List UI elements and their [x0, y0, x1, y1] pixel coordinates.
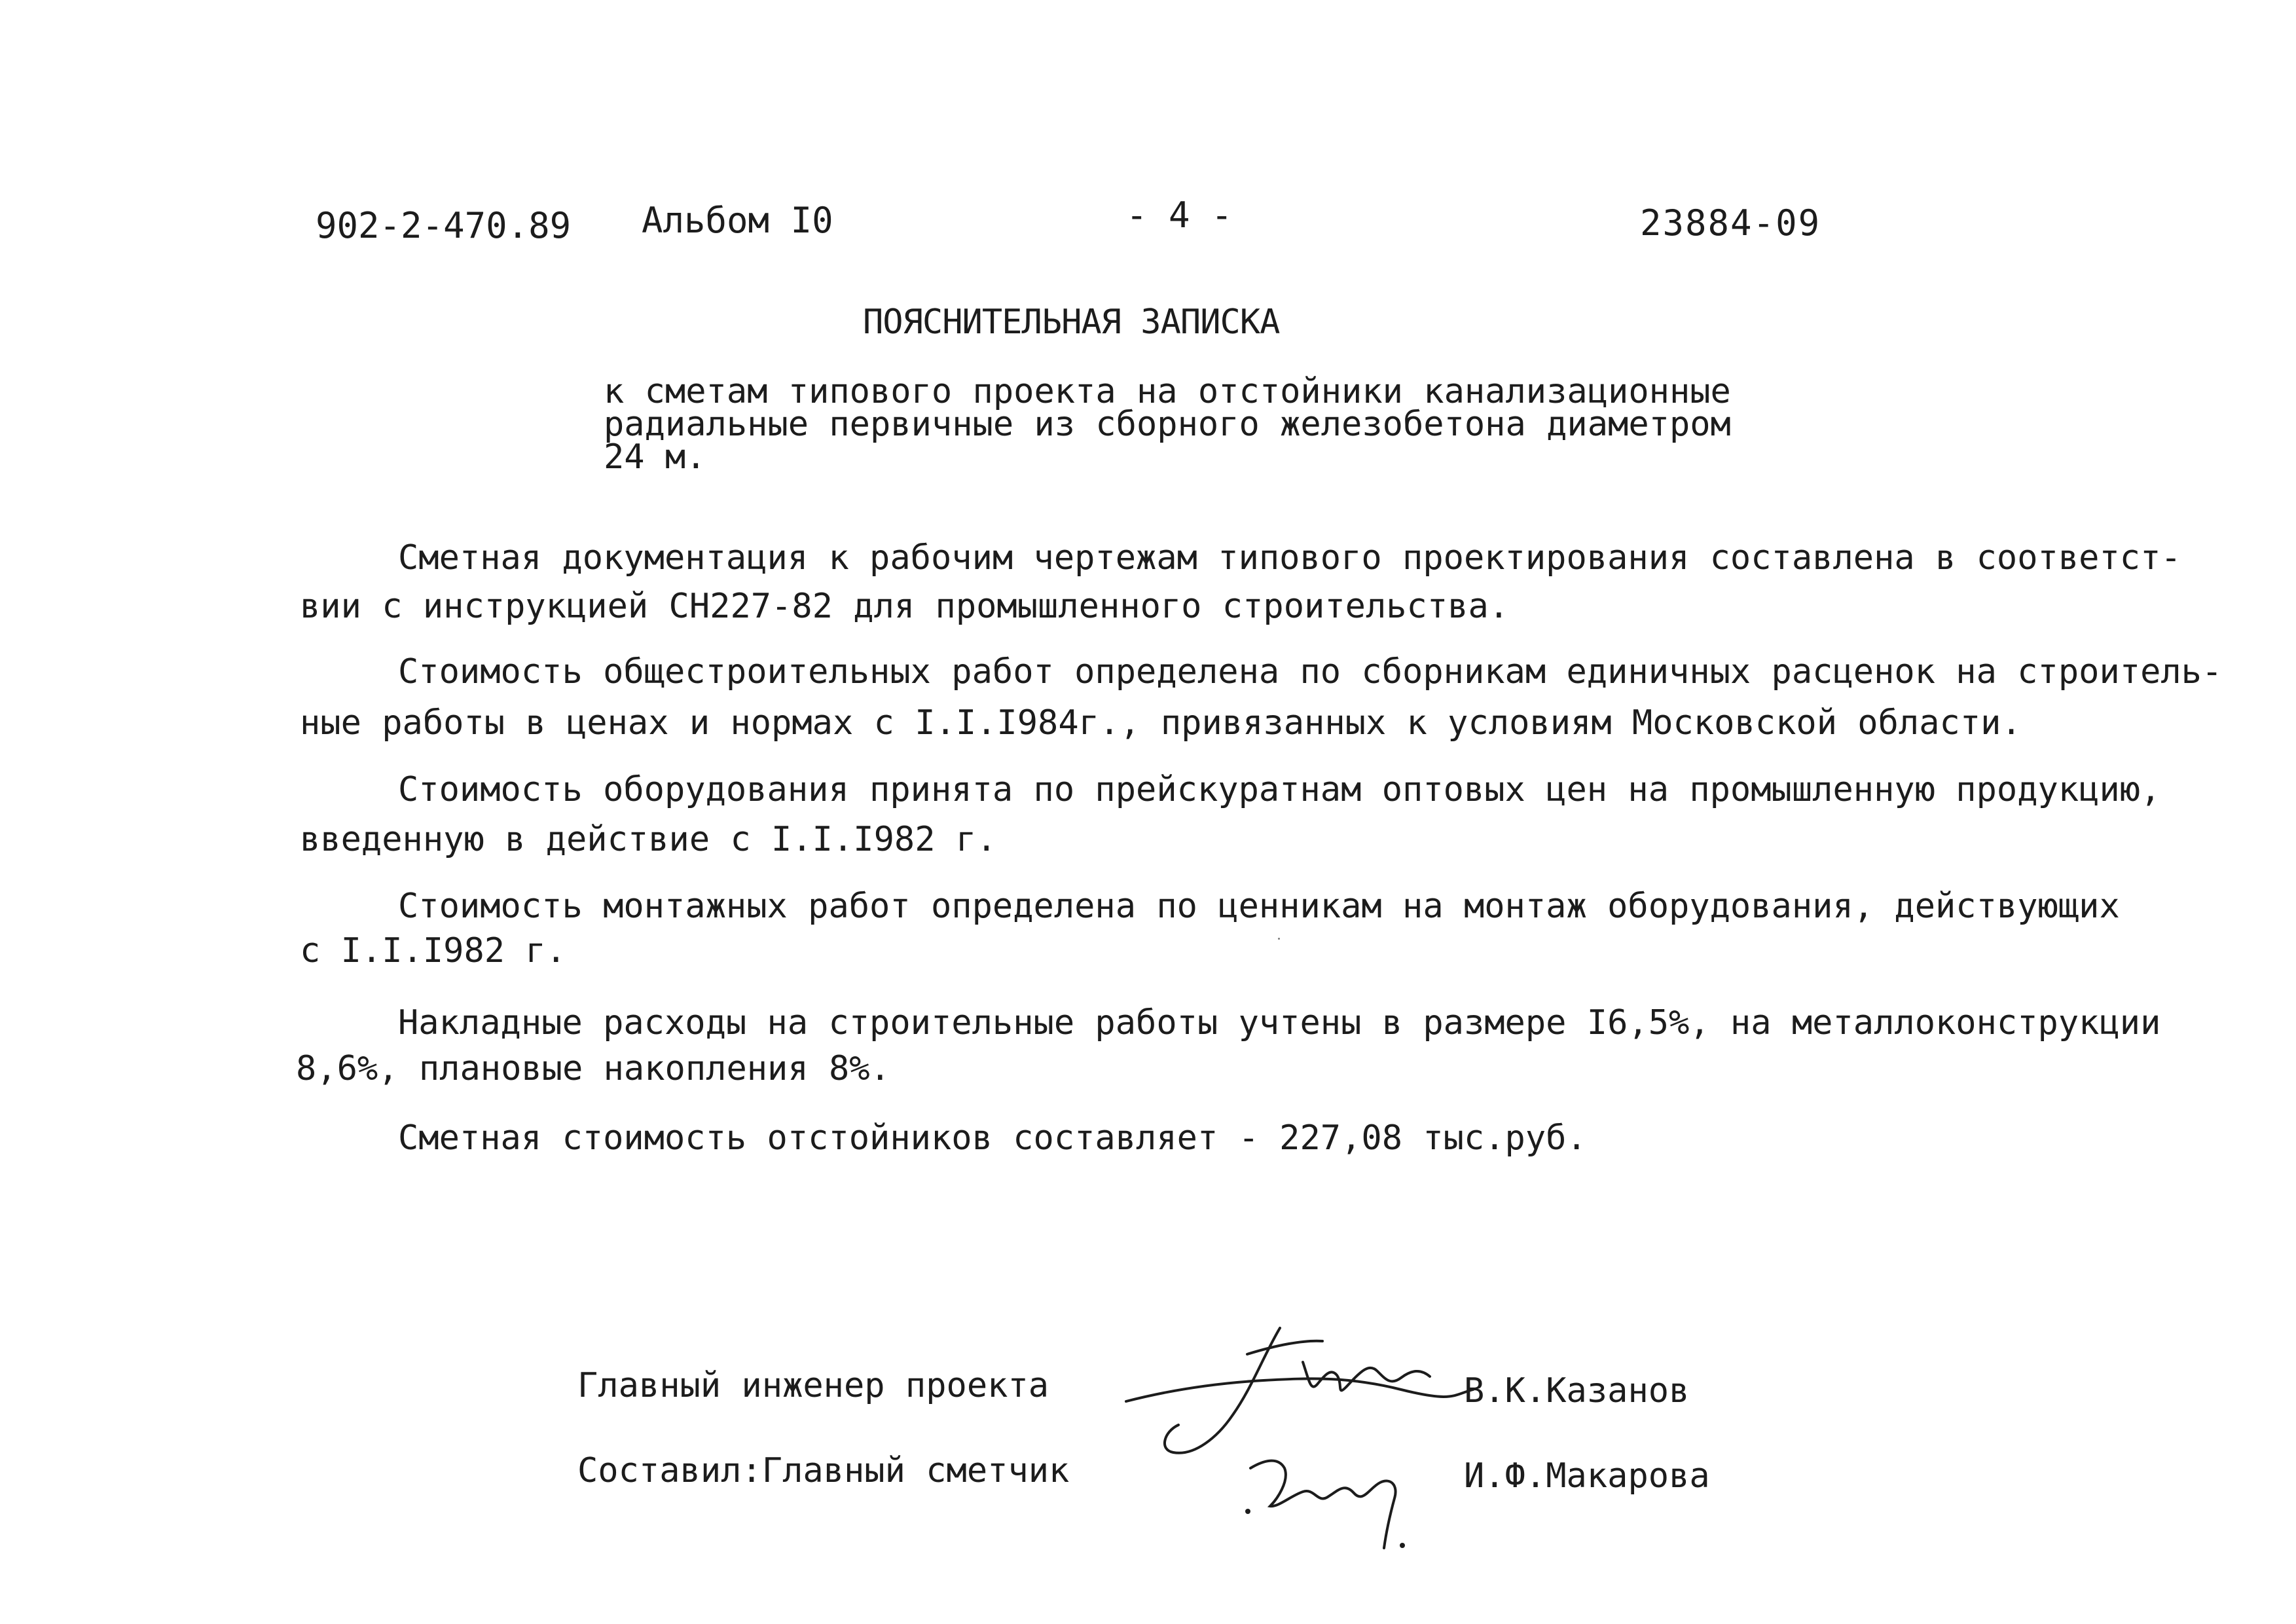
document-title: ПОЯСНИТЕЛЬНАЯ ЗАПИСКА [863, 303, 1280, 342]
subtitle-line-1: к сметам типового проекта на отстойники канализационные [604, 372, 1731, 411]
scan-dot [1278, 938, 1280, 940]
handwritten-signature-estimator [1224, 1428, 1440, 1565]
paragraph-4-line-1: Стоимость монтажных работ определена по ценникам на монтаж оборудования, действующих [398, 887, 2120, 926]
signature-role-chief-engineer: Главный инженер проекта [577, 1366, 1049, 1405]
paragraph-3-line-2: введенную в действие с I.I.I982 г. [300, 820, 997, 859]
paragraph-1-line-1: Сметная документация к рабочим чертежам типового проектирования составлена в соответст- [398, 538, 2181, 578]
signature-role-estimator: Составил:Главный сметчик [577, 1451, 1070, 1490]
page-number: - 4 - [1126, 194, 1233, 236]
inventory-number: 23884-09 [1640, 202, 1821, 244]
paragraph-5-line-2: 8,6%, плановые накопления 8%. [296, 1049, 890, 1088]
subtitle-line-3: 24 м. [604, 437, 706, 477]
paragraph-5-line-1: Накладные расходы на строительные работы учтены в размере I6,5%, на металлоконструкции [398, 1003, 2161, 1043]
subtitle-line-2: радиальные первичные из сборного железобетона диаметром [604, 405, 1731, 444]
signature-name-chief-engineer: В.К.Казанов [1464, 1371, 1690, 1411]
paragraph-1-line-2: вии с инструкцией СН227-82 для промышленного строительства. [300, 587, 1510, 626]
paragraph-2-line-1: Стоимость общестроительных работ определена по сборникам единичных расценок на строитель- [398, 652, 2223, 692]
doc-code: 902-2-470.89 [316, 205, 572, 246]
paragraph-4-line-2: с I.I.I982 г. [300, 931, 566, 970]
album-label: Альбом I0 [642, 200, 833, 241]
signature-name-estimator: И.Ф.Макарова [1464, 1456, 1710, 1496]
paragraph-3-line-1: Стоимость оборудования принята по прейскуратнам оптовых цен на промышленную продукцию, [398, 770, 2161, 809]
paragraph-2-line-2: ные работы в ценах и нормах с I.I.I984г., привязанных к условиям Московской области. [300, 703, 2022, 743]
paragraph-6-line-1: Сметная стоимость отстойников составляет - 227,08 тыс.руб. [398, 1118, 1587, 1158]
